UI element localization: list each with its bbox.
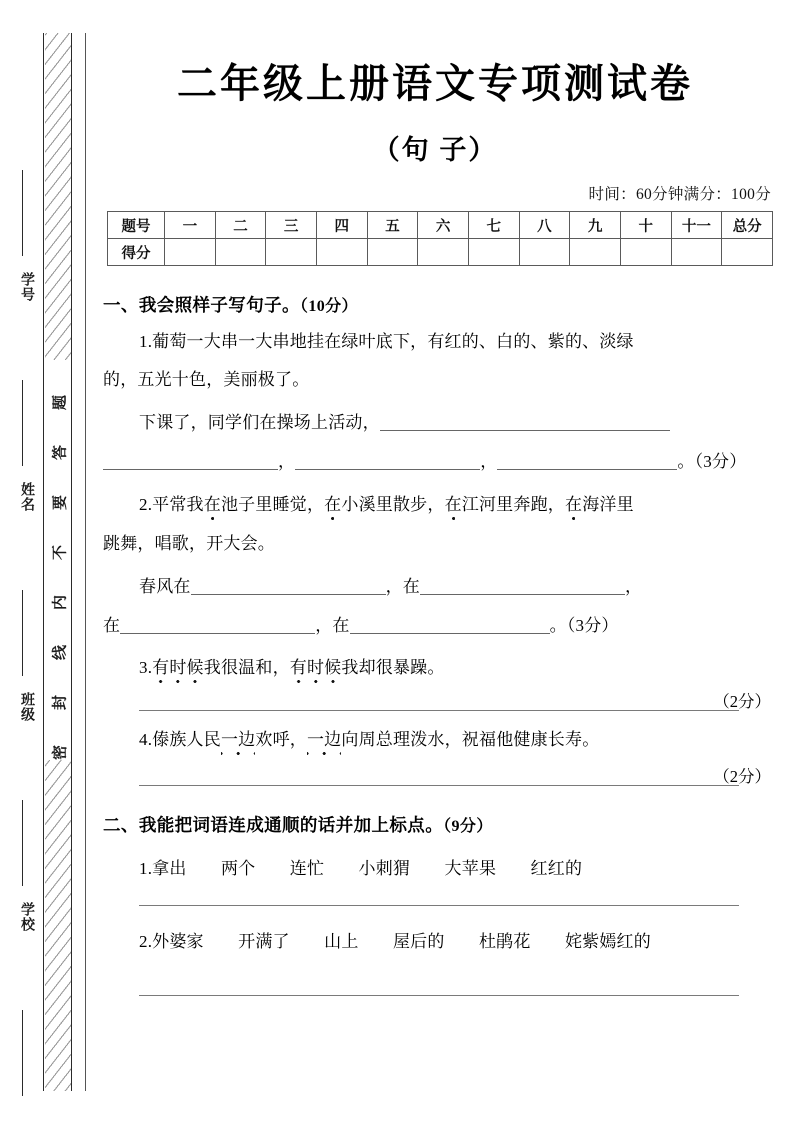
score-table-col-1: 一: [165, 212, 216, 239]
section-1-q2-prompt-line1: 春风在 ，在 ，: [139, 577, 643, 596]
score-table-col-2: 二: [215, 212, 266, 239]
s2-q1-answer-line[interactable]: [139, 905, 739, 906]
q2-emphasis-1: 在: [203, 495, 221, 514]
section-2-q2-words: [139, 933, 651, 950]
section-2-points: （9分）: [443, 818, 493, 835]
score-cell-total[interactable]: [722, 239, 773, 266]
q2-emphasis-2: 在: [324, 495, 342, 514]
page-title: 二年级上册语文专项测试卷: [177, 61, 693, 106]
q2-connector-1: ，在: [385, 577, 421, 596]
q1-prompt-text: 下课了，同学们在操场上活动，: [139, 413, 380, 432]
score-table-rowhead-score: 得分: [108, 239, 165, 266]
student-info-rule-bottom: [22, 1010, 23, 1096]
exam-meta-line: 时间：60分钟满分：100分: [588, 186, 771, 203]
student-info-label-class: 班级: [20, 692, 36, 722]
score-cell-2[interactable]: [215, 239, 266, 266]
section-heading-1: [103, 292, 358, 317]
q2-number: 2.: [139, 495, 153, 514]
q1-example-text-a: 葡萄一大串一大串地挂在绿叶底下，有红的、白的、紫的、淡绿: [152, 332, 634, 351]
table-row-question-numbers: [108, 212, 773, 239]
score-cell-6[interactable]: [418, 239, 469, 266]
q4-emphasis-2: 一边: [306, 730, 342, 749]
q1-blank-4[interactable]: [497, 454, 677, 470]
seal-rule-right: [85, 33, 86, 1091]
table-row-scores: [108, 239, 773, 266]
score-table-col-7: 七: [468, 212, 519, 239]
section-2-q1-words: [139, 860, 582, 877]
q4-emphasis-1: 一边: [220, 730, 256, 749]
score-cell-5[interactable]: [367, 239, 418, 266]
student-info-rule-class: [22, 590, 23, 676]
student-info-label-id: 学号: [20, 272, 36, 302]
q1-blank-2[interactable]: [103, 454, 278, 470]
q2-tail-punct: 。: [549, 616, 567, 635]
section-1-points: （10分）: [299, 298, 358, 315]
seal-char-3: 内: [51, 595, 69, 611]
seal-char-1: 封: [51, 695, 69, 711]
section-1-title: 我会照样子写句子。: [138, 295, 300, 315]
section-2-title: 我能把词语连成通顺的话并加上标点。: [138, 815, 444, 835]
q2-ex-b: 池子里睡觉，: [220, 495, 325, 514]
score-cell-8[interactable]: [519, 239, 570, 266]
exam-sheet: [95, 0, 793, 1122]
section-heading-2: [103, 812, 493, 837]
section-1-q3-text: [139, 659, 445, 676]
s2-q2-word-list: 外婆家 开满了 山上 屋后的 杜鹃花 姹紫嫣红的: [152, 932, 651, 951]
score-cell-9[interactable]: [570, 239, 621, 266]
score-table-col-3: 三: [266, 212, 317, 239]
score-cell-11[interactable]: [671, 239, 722, 266]
q2-ex-a: 平常我: [152, 495, 204, 514]
score-cell-4[interactable]: [316, 239, 367, 266]
q2-points: （3分）: [566, 616, 619, 635]
q1-points: （3分）: [694, 452, 747, 471]
q1-blank-1[interactable]: [380, 415, 670, 431]
seal-char-7: 题: [51, 395, 69, 411]
score-table-col-11: 十一: [671, 212, 722, 239]
q2-prompt-text: 春风在: [139, 577, 191, 596]
seal-line-sidebar: [0, 0, 95, 1122]
score-cell-1[interactable]: [165, 239, 216, 266]
score-table-col-9: 九: [570, 212, 621, 239]
score-cell-10[interactable]: [620, 239, 671, 266]
q3-emphasis-2: 有时候: [289, 658, 342, 677]
student-info-rule-name: [22, 380, 23, 466]
score-cell-3[interactable]: [266, 239, 317, 266]
seal-char-6: 答: [51, 445, 69, 461]
q3-points: （2分）: [713, 692, 771, 711]
q4-number: 4.: [139, 730, 153, 749]
student-info-rule-id: [22, 170, 23, 256]
q1-tail-punct: 。: [677, 452, 695, 471]
section-2-number: 二、: [103, 815, 139, 835]
seal-rule-mid: [71, 33, 72, 1091]
section-1-number: 一、: [103, 295, 139, 315]
q4-text-b: 欢呼，: [255, 730, 307, 749]
q2-ex-c: 小溪里散步，: [341, 495, 445, 514]
q3-answer-line[interactable]: [139, 710, 739, 711]
s2-q2-number: 2.: [139, 932, 153, 951]
score-table-col-4: 四: [316, 212, 367, 239]
q3-number: 3.: [139, 658, 153, 677]
q1-blank-3[interactable]: [295, 454, 480, 470]
q3-text-b: 我很温和，: [203, 658, 290, 677]
score-table-col-6: 六: [418, 212, 469, 239]
score-cell-7[interactable]: [468, 239, 519, 266]
q2-ex-e: 海洋里: [582, 495, 634, 514]
section-1-q2-prompt-line2: 在 ，在 。（3分）: [103, 616, 619, 635]
section-1-q1-example-line1: [139, 333, 634, 350]
student-info-label-school: 学校: [20, 902, 36, 932]
q4-points: （2分）: [713, 767, 771, 786]
q4-answer-line[interactable]: [139, 785, 739, 786]
score-table-col-total: 总分: [722, 212, 773, 239]
q2-emphasis-3: 在: [444, 495, 462, 514]
section-1-q1-example-line2: 的，五光十色，美丽极了。: [103, 370, 310, 389]
seal-char-0: 密: [51, 745, 69, 761]
q4-text-c: 向周总理泼水，祝福他健康长寿。: [341, 730, 600, 749]
q3-text-c: 我却很暴躁。: [341, 658, 445, 677]
q2-blank-3[interactable]: [120, 618, 315, 634]
s2-q1-word-list: 拿出 两个 连忙 小刺猬 大苹果 红红的: [152, 859, 583, 878]
seal-char-4: 不: [51, 545, 69, 561]
q4-text-a: 傣族人民: [152, 730, 221, 749]
q1-number: 1.: [139, 332, 153, 351]
section-1-q2-example-line2: 跳舞，唱歌，开大会。: [103, 534, 275, 553]
seal-char-2: 线: [51, 645, 69, 661]
score-table: [107, 211, 773, 266]
s2-q1-number: 1.: [139, 859, 153, 878]
score-table-rowhead-question: 题号: [108, 212, 165, 239]
q2-blank-1[interactable]: [191, 579, 386, 595]
section-1-q4-text: [139, 731, 599, 748]
seal-char-5: 要: [51, 495, 69, 511]
q2-blank-4[interactable]: [350, 618, 550, 634]
q2-ex-d: 江河里奔跑，: [461, 495, 565, 514]
score-table-col-5: 五: [367, 212, 418, 239]
q2-blank-2[interactable]: [420, 579, 625, 595]
score-table-col-8: 八: [519, 212, 570, 239]
section-1-q2-example-line1: [139, 496, 634, 513]
s2-q2-answer-line[interactable]: [139, 995, 739, 996]
section-1-q1-prompt: [139, 414, 670, 431]
q2-emphasis-4: 在: [564, 495, 583, 514]
page-subtitle: （句 子）: [372, 135, 498, 165]
score-table-col-10: 十: [620, 212, 671, 239]
q3-emphasis-1: 有时候: [152, 658, 204, 677]
student-info-label-name: 姓名: [20, 482, 36, 512]
student-info-rule-school: [22, 800, 23, 886]
seal-rule-left: [43, 33, 44, 1091]
section-1-q1-blank-line: ， ， 。（3分）: [103, 453, 746, 470]
